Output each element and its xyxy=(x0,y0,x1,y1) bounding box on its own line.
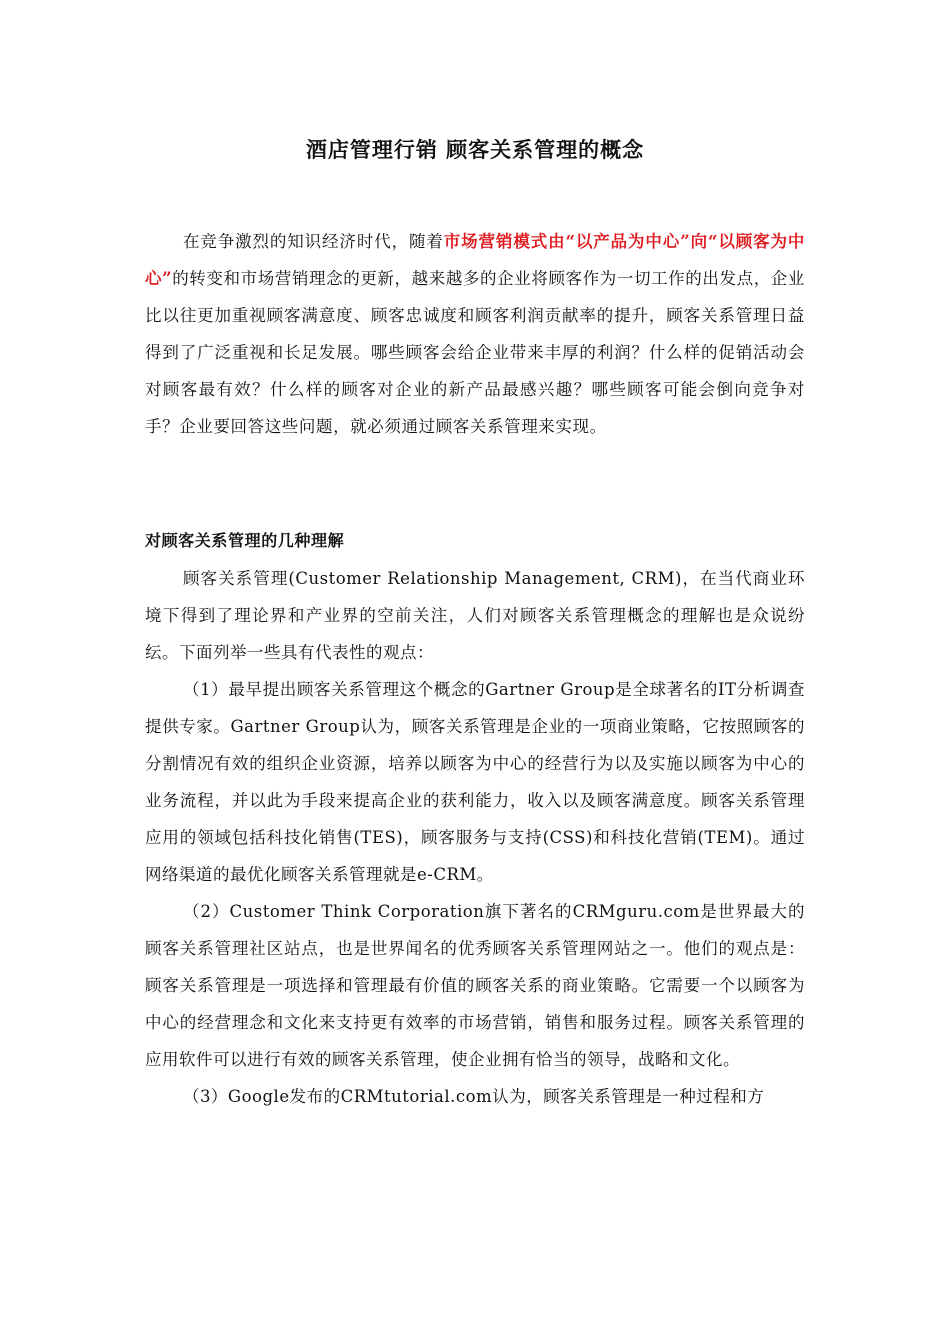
section-body xyxy=(145,560,805,1115)
paragraph-crmtutorial: （3）Google发布的CRMtutorial.com认为，顾客关系管理是一种过程和方 xyxy=(182,1087,765,1106)
paragraph-crmguru: （2）Customer Think Corporation旗下著名的CRMguru.com是世界最大的顾客关系管理社区站点，也是世界闻名的优秀顾客关系管理网站之一。他们的观点是：顾客关系管理是一项选择和管理最有价值的顾客关系的商业策略。它需要一个以顾客为中心的经营理念和文化来支持更有效率的市场营销，销售和服务过程。顾客关系管理的应用软件可以进行有效的顾客关系管理，使企业拥有恰当的领导，战略和文化。 xyxy=(145,902,805,1069)
document-title: 酒店管理行销 顾客关系管理的概念 xyxy=(305,137,645,162)
intro-highlight: 市场营销模式由“以产品为中心”向“以顾客为中心” xyxy=(145,232,805,288)
intro-rest: 的转变和市场营销理念的更新，越来越多的企业将顾客作为一切工作的出发点，企业比以往更加重视顾客满意度、顾客忠诚度和顾客利润贡献率的提升，顾客关系管理日益得到了广泛重视和长足发展。哪些顾客会给企业带来丰厚的利润？什么样的促销活动会对顾客最有效？什么样的顾客对企业的新产品最感兴趣？哪些顾客可能会倒向竞争对手？企业要回答这些问题，就必须通过顾客关系管理来实现。 xyxy=(145,269,805,436)
intro-lead: 在竞争激烈的知识经济时代，随着 xyxy=(182,232,444,251)
section-heading: 对顾客关系管理的几种理解 xyxy=(145,531,345,550)
paragraph-gartner: （1）最早提出顾客关系管理这个概念的Gartner Group是全球著名的IT分析调查提供专家。Gartner Group认为，顾客关系管理是企业的一项商业策略，它按照顾客的分割情况有效的组织企业资源，培养以顾客为中心的经营行为以及实施以顾客为中心的业务流程，并以此为手段来提高企业的获利能力，收入以及顾客满意度。顾客关系管理应用的领域包括科技化销售(TES)，顾客服务与支持(CSS)和科技化营销(TEM)。通过网络渠道的最优化顾客关系管理就是e-CRM。 xyxy=(145,680,805,884)
intro-paragraph xyxy=(145,223,805,445)
paragraph-overview: 顾客关系管理(Customer Relationship Management, CRM)，在当代商业环境下得到了理论界和产业界的空前关注，人们对顾客关系管理概念的理解也是众说纷纭。下面列举一些具有代表性的观点： xyxy=(145,569,805,662)
